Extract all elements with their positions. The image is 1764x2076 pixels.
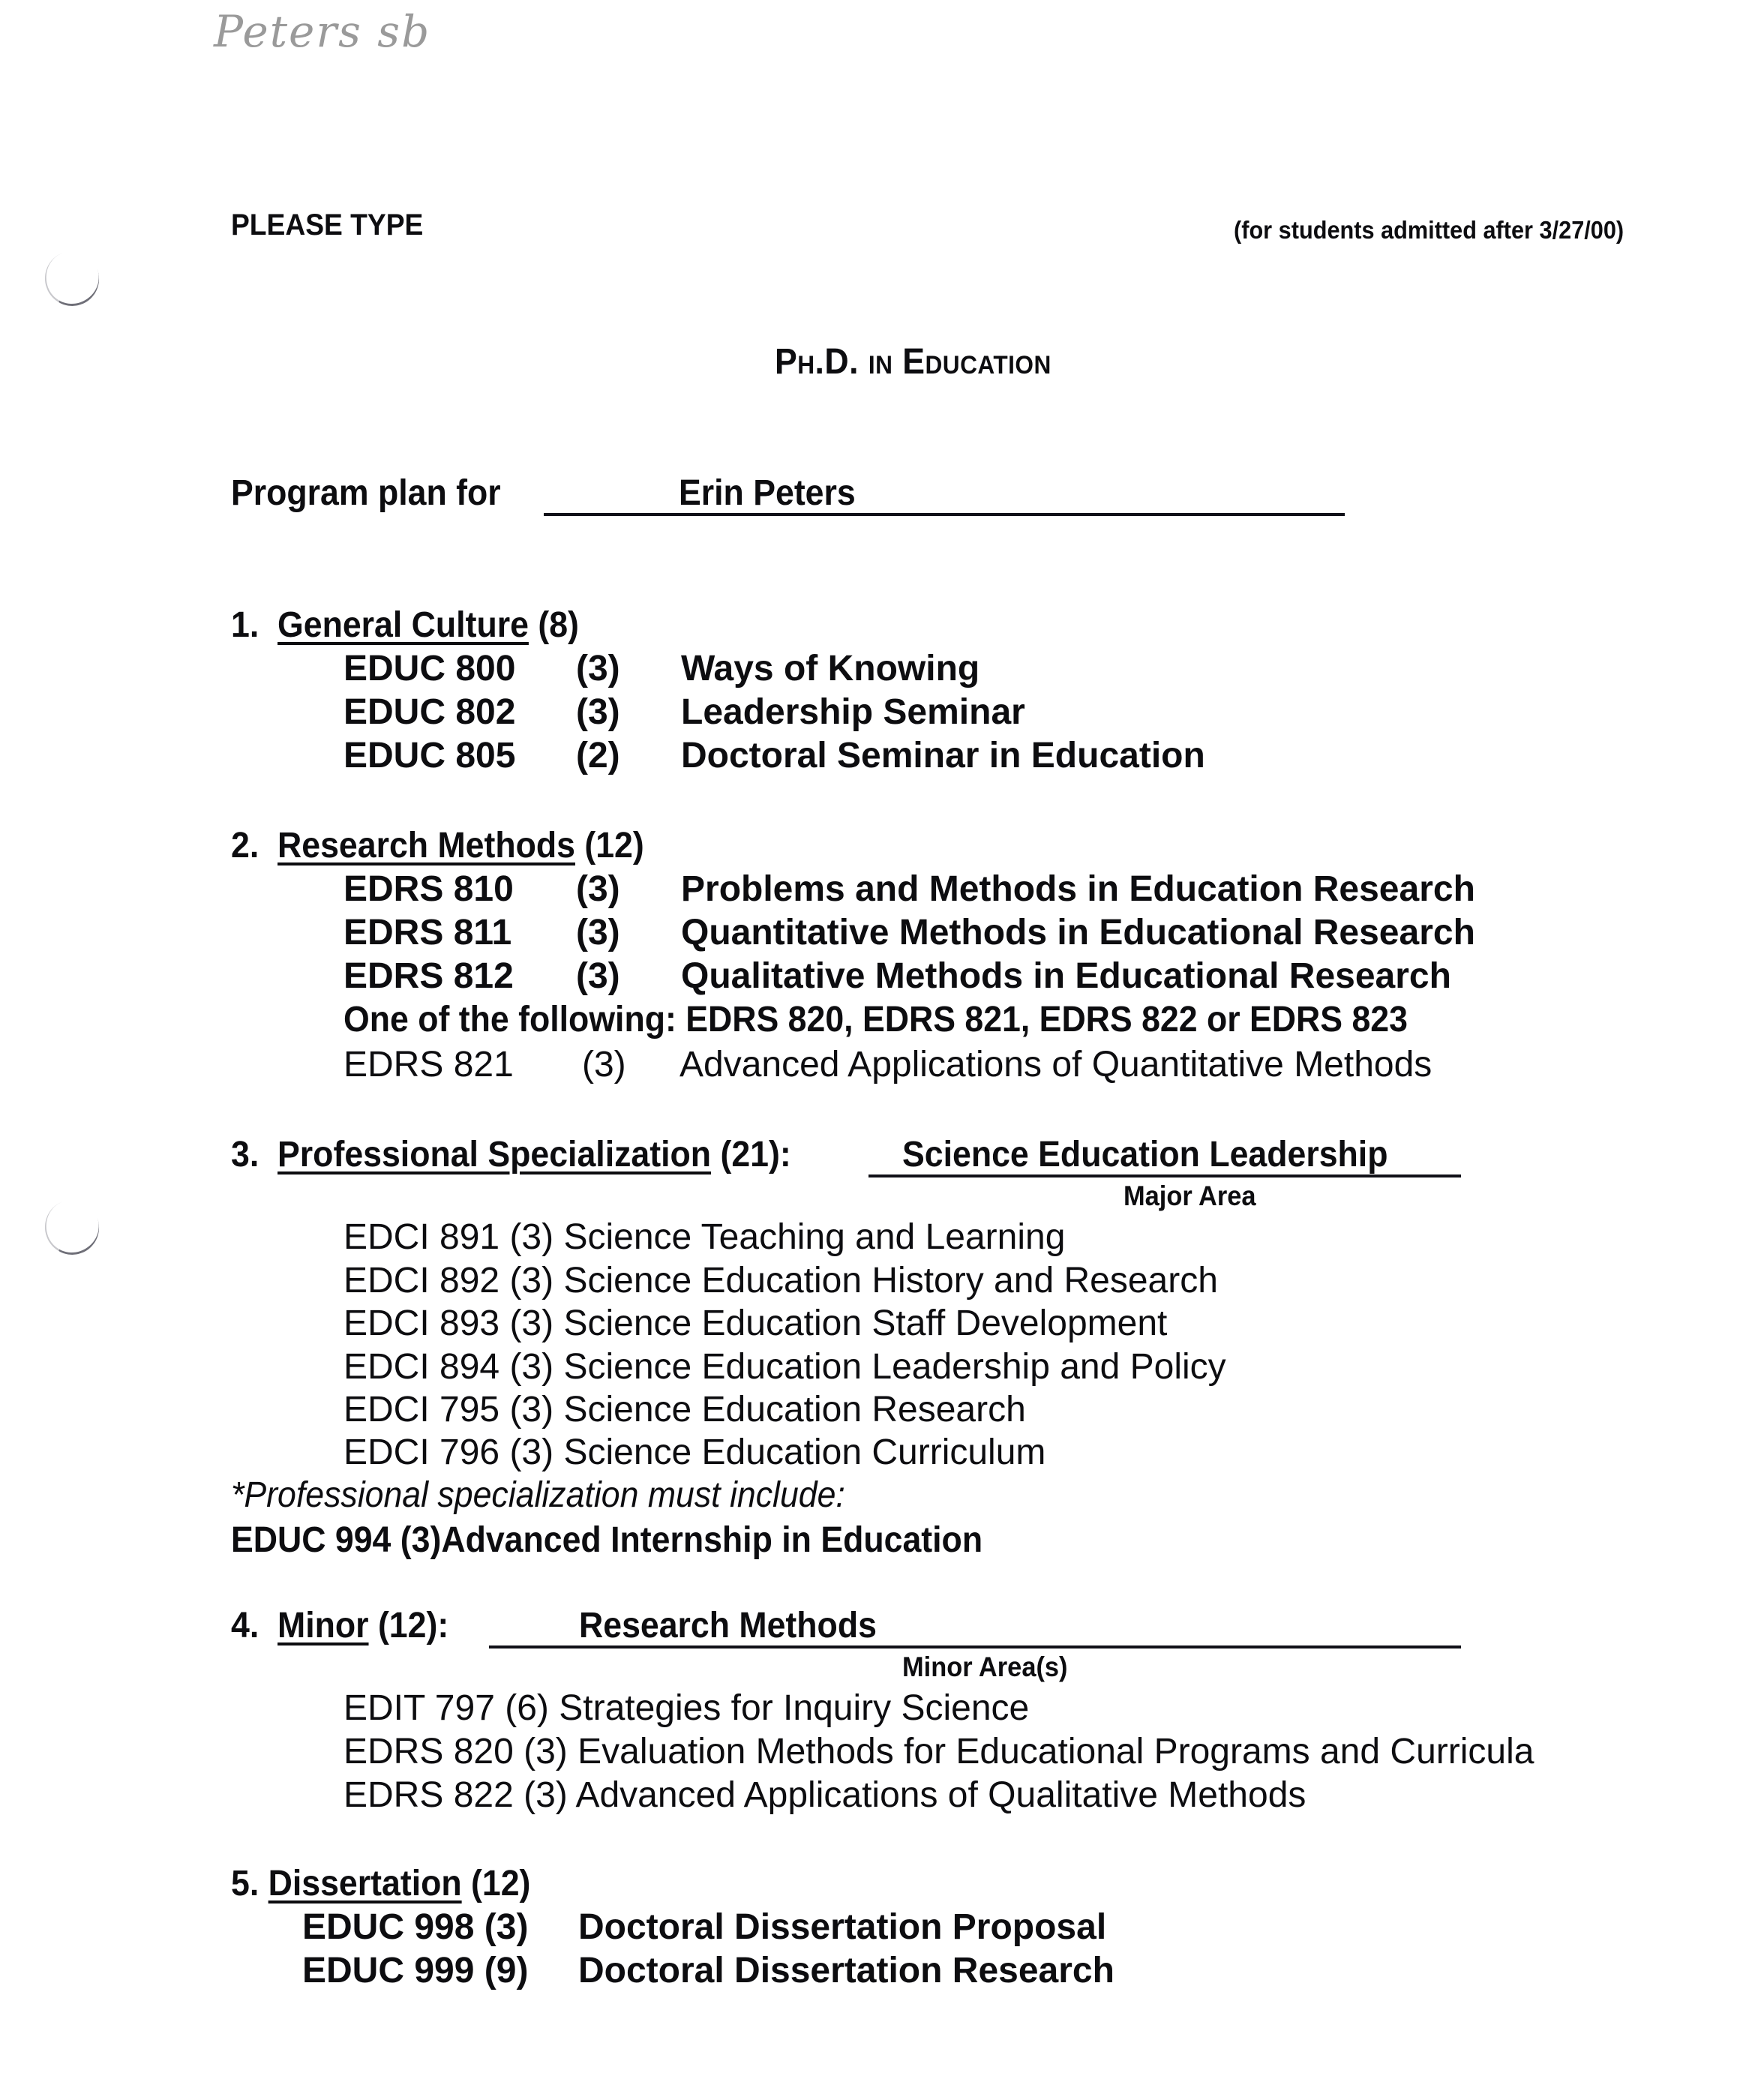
major-area-underline [868, 1174, 1461, 1178]
minor-area-field[interactable]: Research Methods [579, 1606, 877, 1646]
course-credits: (3) [576, 956, 620, 996]
student-name-field[interactable]: Erin Peters [679, 473, 856, 513]
course-title: Problems and Methods in Education Research [681, 869, 1475, 909]
section-number: 4. [231, 1606, 260, 1646]
specialization-course: EDCI 894 (3) Science Education Leadership and Policy [344, 1347, 1226, 1387]
course-title: Doctoral Dissertation Proposal [578, 1907, 1107, 1947]
course-title: Ways of Knowing [681, 649, 980, 688]
section-credits: (21): [720, 1135, 791, 1174]
section-title: Professional Specialization [278, 1135, 712, 1174]
section-minor-heading [231, 1605, 465, 1646]
course-credits: (3) [576, 869, 620, 909]
course-credits: (3) [576, 692, 620, 732]
course-code: EDRS 812 [344, 956, 514, 996]
minor-area-caption: Minor Area(s) [902, 1652, 1068, 1682]
course-code: EDUC 998 (3) [302, 1907, 529, 1947]
course-credits: (3) [576, 913, 620, 952]
section-title: Dissertation [268, 1864, 462, 1904]
admission-note: (for students admitted after 3/27/00) [1234, 216, 1624, 244]
section-number: 5. [231, 1864, 260, 1904]
course-title: Doctoral Dissertation Research [578, 1951, 1114, 1990]
course-code: EDRS 821 [344, 1045, 514, 1084]
minor-course: EDIT 797 (6) Strategies for Inquiry Science [344, 1688, 1030, 1728]
program-plan-label: Program plan for [231, 473, 501, 513]
section-general-culture-heading [231, 604, 605, 646]
section-title: Minor [278, 1606, 369, 1646]
specialization-course: EDCI 891 (3) Science Teaching and Learning [344, 1217, 1066, 1257]
section-research-methods-heading [231, 825, 675, 866]
course-title: Quantitative Methods in Educational Research [681, 913, 1475, 952]
specialization-course: EDCI 892 (3) Science Education History and Research [344, 1261, 1218, 1300]
course-code: EDUC 805 [344, 736, 516, 776]
section-credits: (8) [538, 605, 579, 645]
student-name-underline [544, 513, 1345, 516]
specialization-course: EDCI 795 (3) Science Education Research [344, 1390, 1026, 1430]
course-code: EDRS 811 [344, 913, 512, 952]
required-internship-course: EDUC 994 (3)Advanced Internship in Education [231, 1520, 983, 1560]
specialization-requirement-note: *Professional specialization must include: [231, 1475, 845, 1515]
major-area-caption: Major Area [1124, 1180, 1256, 1211]
major-area-field[interactable]: Science Education Leadership [902, 1135, 1388, 1174]
course-title: Doctoral Seminar in Education [681, 736, 1205, 776]
section-title: General Culture [278, 605, 529, 645]
course-code: EDRS 810 [344, 869, 514, 909]
minor-area-underline [489, 1646, 1461, 1648]
course-title: Advanced Applications of Quantitative Methods [680, 1045, 1432, 1084]
page-title: Ph.D. in Education [775, 342, 1052, 382]
section-number: 1. [231, 605, 260, 645]
course-credits: (3) [576, 649, 620, 688]
section-number: 3. [231, 1135, 260, 1174]
course-code: EDUC 802 [344, 692, 516, 732]
course-title: Leadership Seminar [681, 692, 1025, 732]
course-credits: (3) [582, 1045, 626, 1084]
please-type-instruction: PLEASE TYPE [231, 208, 424, 242]
section-professional-specialization-heading [231, 1134, 833, 1175]
section-dissertation-heading [231, 1863, 553, 1904]
section-credits: (12) [584, 826, 644, 866]
course-code: EDUC 999 (9) [302, 1951, 529, 1990]
handwritten-note: Peters sb [214, 6, 431, 57]
minor-course: EDRS 820 (3) Evaluation Methods for Educational Programs and Curricula [344, 1732, 1534, 1772]
section-credits: (12) [471, 1864, 531, 1904]
section-title: Research Methods [278, 826, 575, 866]
section-credits: (12): [377, 1606, 449, 1646]
elective-choice-note: One of the following: EDRS 820, EDRS 821, EDRS 822 or EDRS 823 [344, 1000, 1408, 1040]
course-title: Qualitative Methods in Educational Research [681, 956, 1451, 996]
course-credits: (2) [576, 736, 620, 776]
section-number: 2. [231, 826, 260, 866]
specialization-course: EDCI 893 (3) Science Education Staff Development [344, 1304, 1168, 1343]
course-code: EDUC 800 [344, 649, 516, 688]
binder-hole-mark-top [38, 244, 107, 314]
specialization-course: EDCI 796 (3) Science Education Curriculum [344, 1432, 1046, 1472]
binder-hole-mark-middle [38, 1192, 107, 1262]
minor-course: EDRS 822 (3) Advanced Applications of Qualitative Methods [344, 1775, 1306, 1815]
